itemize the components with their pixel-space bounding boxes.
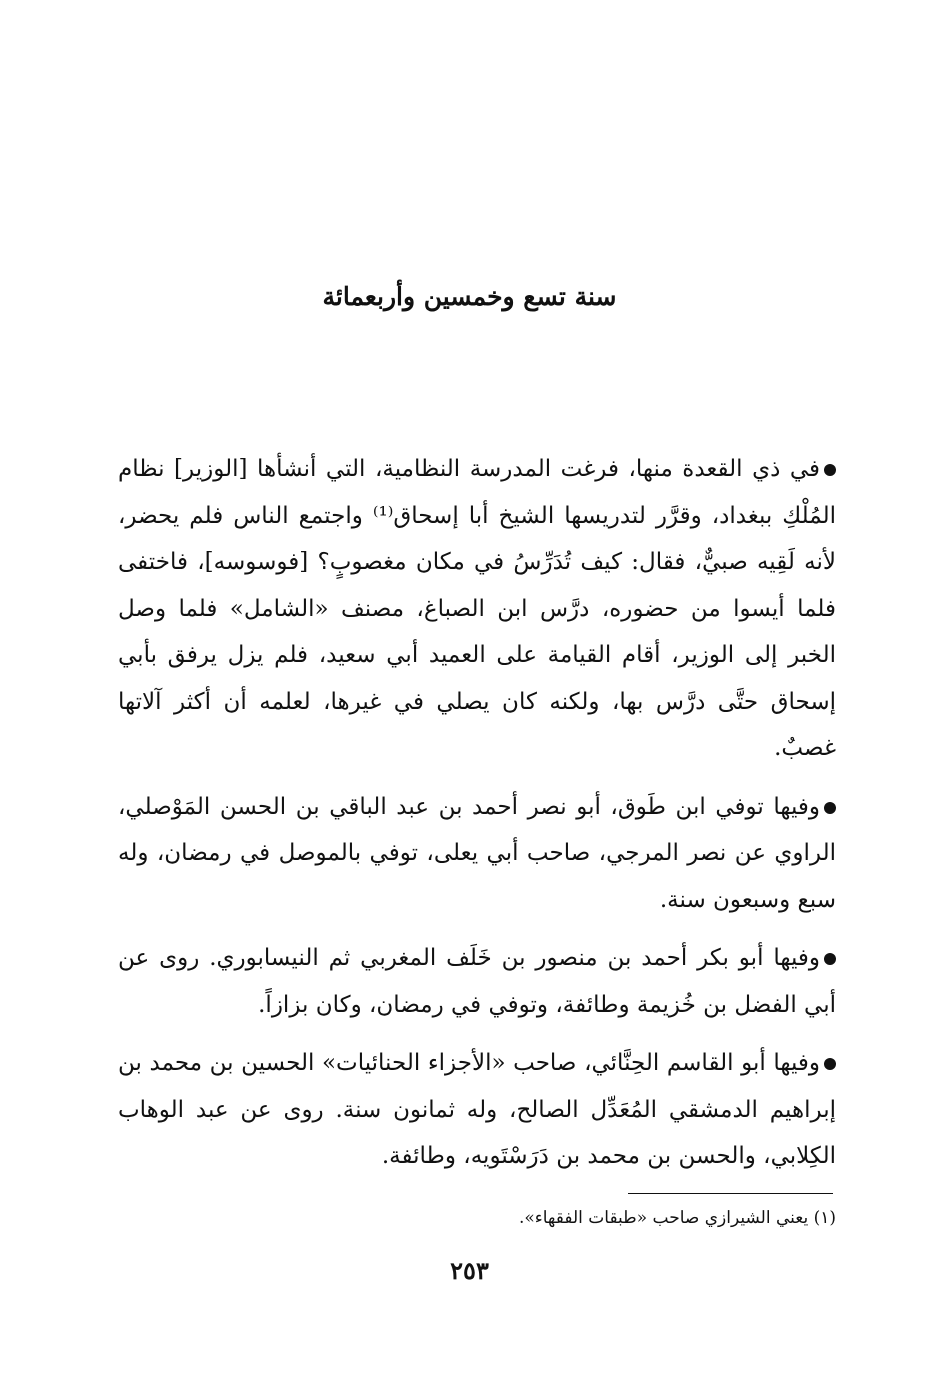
chapter-title: سنة تسع وخمسين وأربعمائة <box>322 282 617 311</box>
paragraph-1 <box>118 446 836 772</box>
paragraph-3 <box>118 935 836 1028</box>
paragraph-text: وفيها أبو بكر أحمد بن منصور بن خَلَف المغربي ثم النيسابوري. روى عن أبي الفضل بن خُزيمة وطائفة، وتوفي في رمضان، وكان بزازاً. <box>118 945 836 1018</box>
main-text <box>118 446 836 1192</box>
paragraph-text: وفيها أبو القاسم الحِنَّائي، صاحب «الأجزاء الحنائيات» الحسين بن محمد بن إبراهيم الدمشقي المُعَدِّل الصالح، وله ثمانون سنة. روى عن عبد الوهاب الكِلابي، والحسن بن محمد بن دَرَسْتَويه، وطائفة. <box>118 1050 837 1169</box>
bullet-dot-icon <box>824 464 836 476</box>
paragraph-2 <box>118 784 836 924</box>
bullet-dot-icon <box>824 953 836 965</box>
paragraph-4 <box>118 1040 836 1180</box>
bullet-dot-icon <box>824 802 836 814</box>
paragraph-text: وفيها توفي ابن طَوق، أبو نصر أحمد بن عبد الباقي بن الحسن المَوْصلي، الراوي عن نصر المرجي، صاحب أبي يعلى، توفي بالموصل في رمضان، وله سبع وسبعون سنة. <box>118 793 836 913</box>
footnote: (١) يعني الشيرازي صاحب «طبقات الفقهاء». <box>518 1208 836 1228</box>
footnote-divider <box>628 1193 833 1194</box>
bullet-dot-icon <box>824 1058 836 1070</box>
page-number: ٢٥٣ <box>450 1256 489 1285</box>
paragraph-text: في ذي القعدة منها، فرغت المدرسة النظامية، التي أنشأها [الوزير] نظام المُلْكِ ببغداد، وقرَّر لتدريسها الشيخ أبا إسحاق⁽¹⁾ واجتمع الناس فلم يحضر، لأنه لَقِيه صبيٌّ، فقال: كيف تُدَرِّسُ في مكان مغصوبٍ؟ [فوسوسه]، فاختفى فلما أيسوا من حضوره، درَّس ابن الصباغ، مصنف «الشامل» فلما وصل الخبر إلى الوزير، أقام القيامة على العميد أبي سعيد، فلم يزل يرفق بأبي إسحاق حتَّى درَّس بها، ولكنه كان يصلي في غيرها، لعلمه أن أكثر آلاتها غصبٌ. <box>118 456 836 761</box>
